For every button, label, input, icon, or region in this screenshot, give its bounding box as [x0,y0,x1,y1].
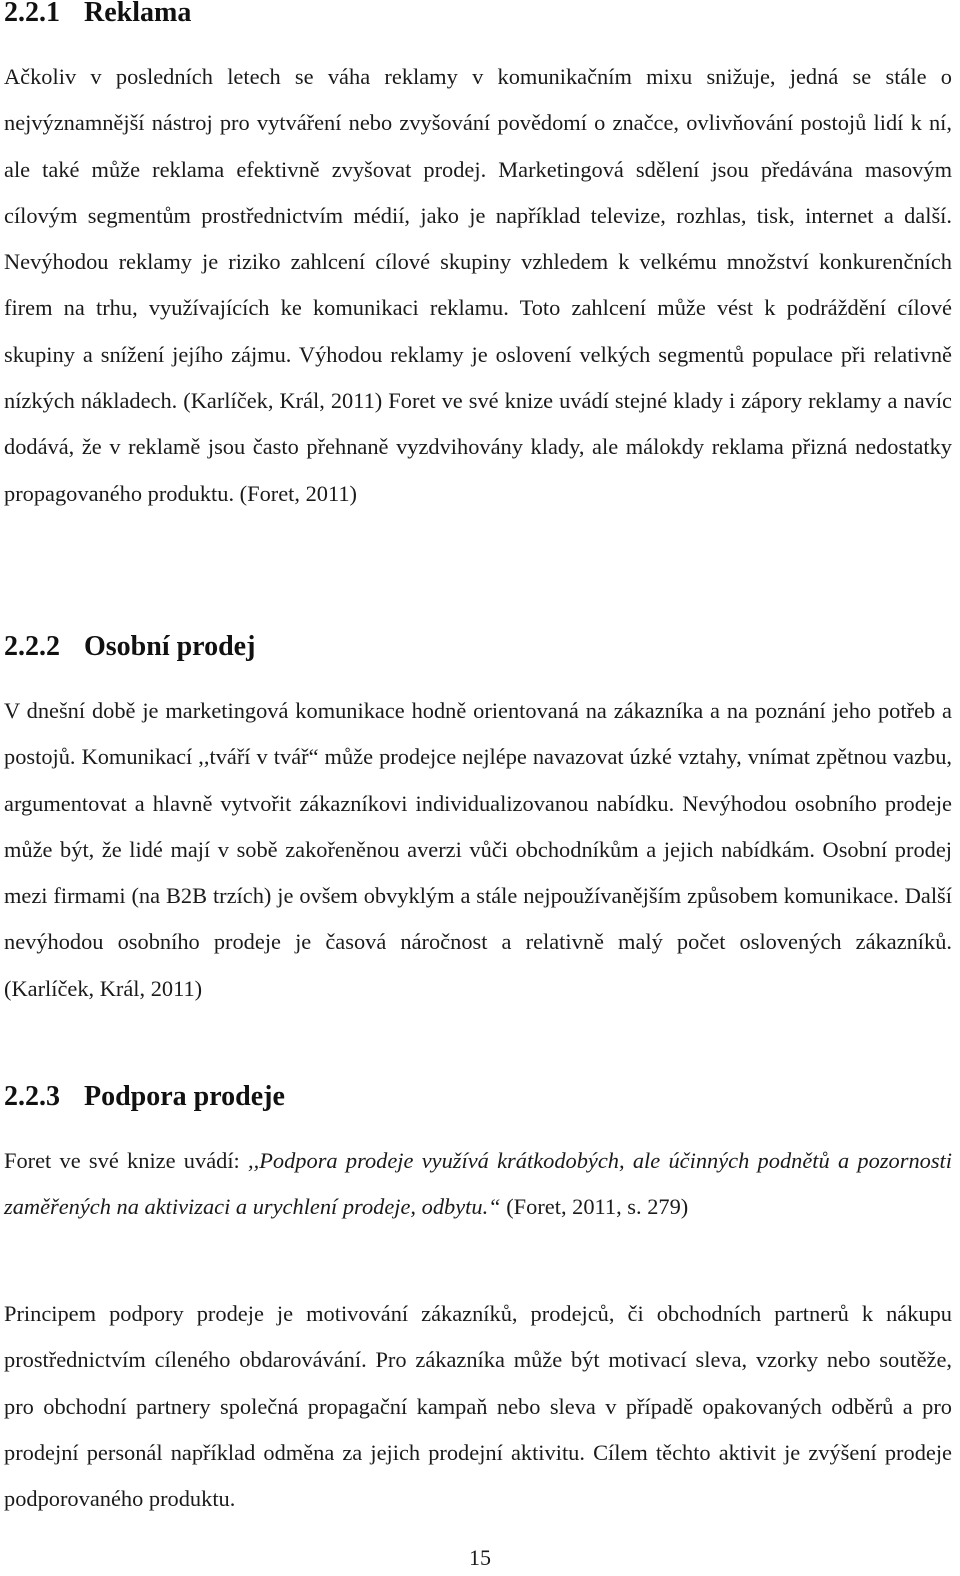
paragraph-podpora-prodeje: Principem podpory prodeje je motivování zákazníků, prodejců, či obchodních partnerů k nákupu prostřednictvím cíleného obdarovávání. Pro zákazníka může být motivací sleva, vzorky nebo soutěže, pro obchodní partnery společná propagační kampaň nebo sleva v případě opakovaných odběrů a pro prodejní personál například odměna za jejich prodejní aktivitu. Cílem těchto aktivit je zvýšení prodeje podporovaného produktu. [4,1301,952,1512]
section-heading-podpora-prodeje [4,1083,285,1111]
page-number: 15 [469,1545,491,1570]
quote-text: ,,Podpora prodeje využívá krátkodobých, ale účinných podnětů a pozornosti zaměřených na aktivizaci a urychlení prodeje, odbytu.“ [4,1148,952,1220]
section-heading-reklama [4,0,191,27]
paragraph-quote [4,1138,952,1231]
paragraph-osobni-prodej: V dnešní době je marketingová komunikace hodně orientovaná na zákazníka a na poznání jeho potřeb a postojů. Komunikací ,,tváří v tvář“ může prodejce nejlépe navazovat úzké vztahy, vnímat zpětnou vazbu, argumentovat a hlavně vytvořit zákazníkovi individualizovanou nabídku. Nevýhodou osobního prodeje může být, že lidé mají v sobě zakořeněnou averzi vůči obchodníkům a jejich nabídkám. Osobní prodej mezi firmami (na B2B trzích) je ovšem obvyklým a stále nejpoužívanějším způsobem komunikace. Další nevýhodou osobního prodeje je časová náročnost a relativně malý počet oslovených zákazníků. (Karlíček, Král, 2011) [4,698,952,1001]
quote-intro: Foret ve své knize uvádí: [4,1148,249,1173]
quote-citation: (Foret, 2011, s. 279) [500,1194,689,1220]
section-number: 2.2.2 [4,631,60,662]
section-title: Podpora prodeje [84,1081,285,1112]
section-title: Reklama [84,0,192,28]
section-number: 2.2.1 [4,0,60,28]
section-heading-osobni-prodej [4,633,255,661]
paragraph-reklama: Ačkoliv v posledních letech se váha reklamy v komunikačním mixu snižuje, jedná se stále o nejvýznamnější nástroj pro vytváření nebo zvyšování povědomí o značce, ovlivňování postojů lidí k ní, ale také může reklama efektivně zvyšovat prodej. Marketingová sdělení jsou předávána masovým cílovým segmentům prostřednictvím médií, jako je například televize, rozhlas, tisk, internet a další. Nevýhodou reklamy je riziko zahlcení cílové skupiny vzhledem k velkému množství konkurenčních firem na trhu, využívajících ke komunikaci reklamu. Toto zahlcení může vést k podráždění cílové skupiny a snížení jejího zájmu. Výhodou reklamy je oslovení velkých segmentů populace při relativně nízkých nákladech. (Karlíček, Král, 2011) Foret ve své knize uvádí stejné klady i zápory reklamy a navíc dodává, že v reklamě jsou často přehnaně vyzdvihovány klady, ale málokdy reklama přizná nedostatky propagovaného produktu. (Foret, 2011) [4,64,952,506]
section-number: 2.2.3 [4,1081,60,1112]
section-title: Osobní prodej [84,631,256,662]
